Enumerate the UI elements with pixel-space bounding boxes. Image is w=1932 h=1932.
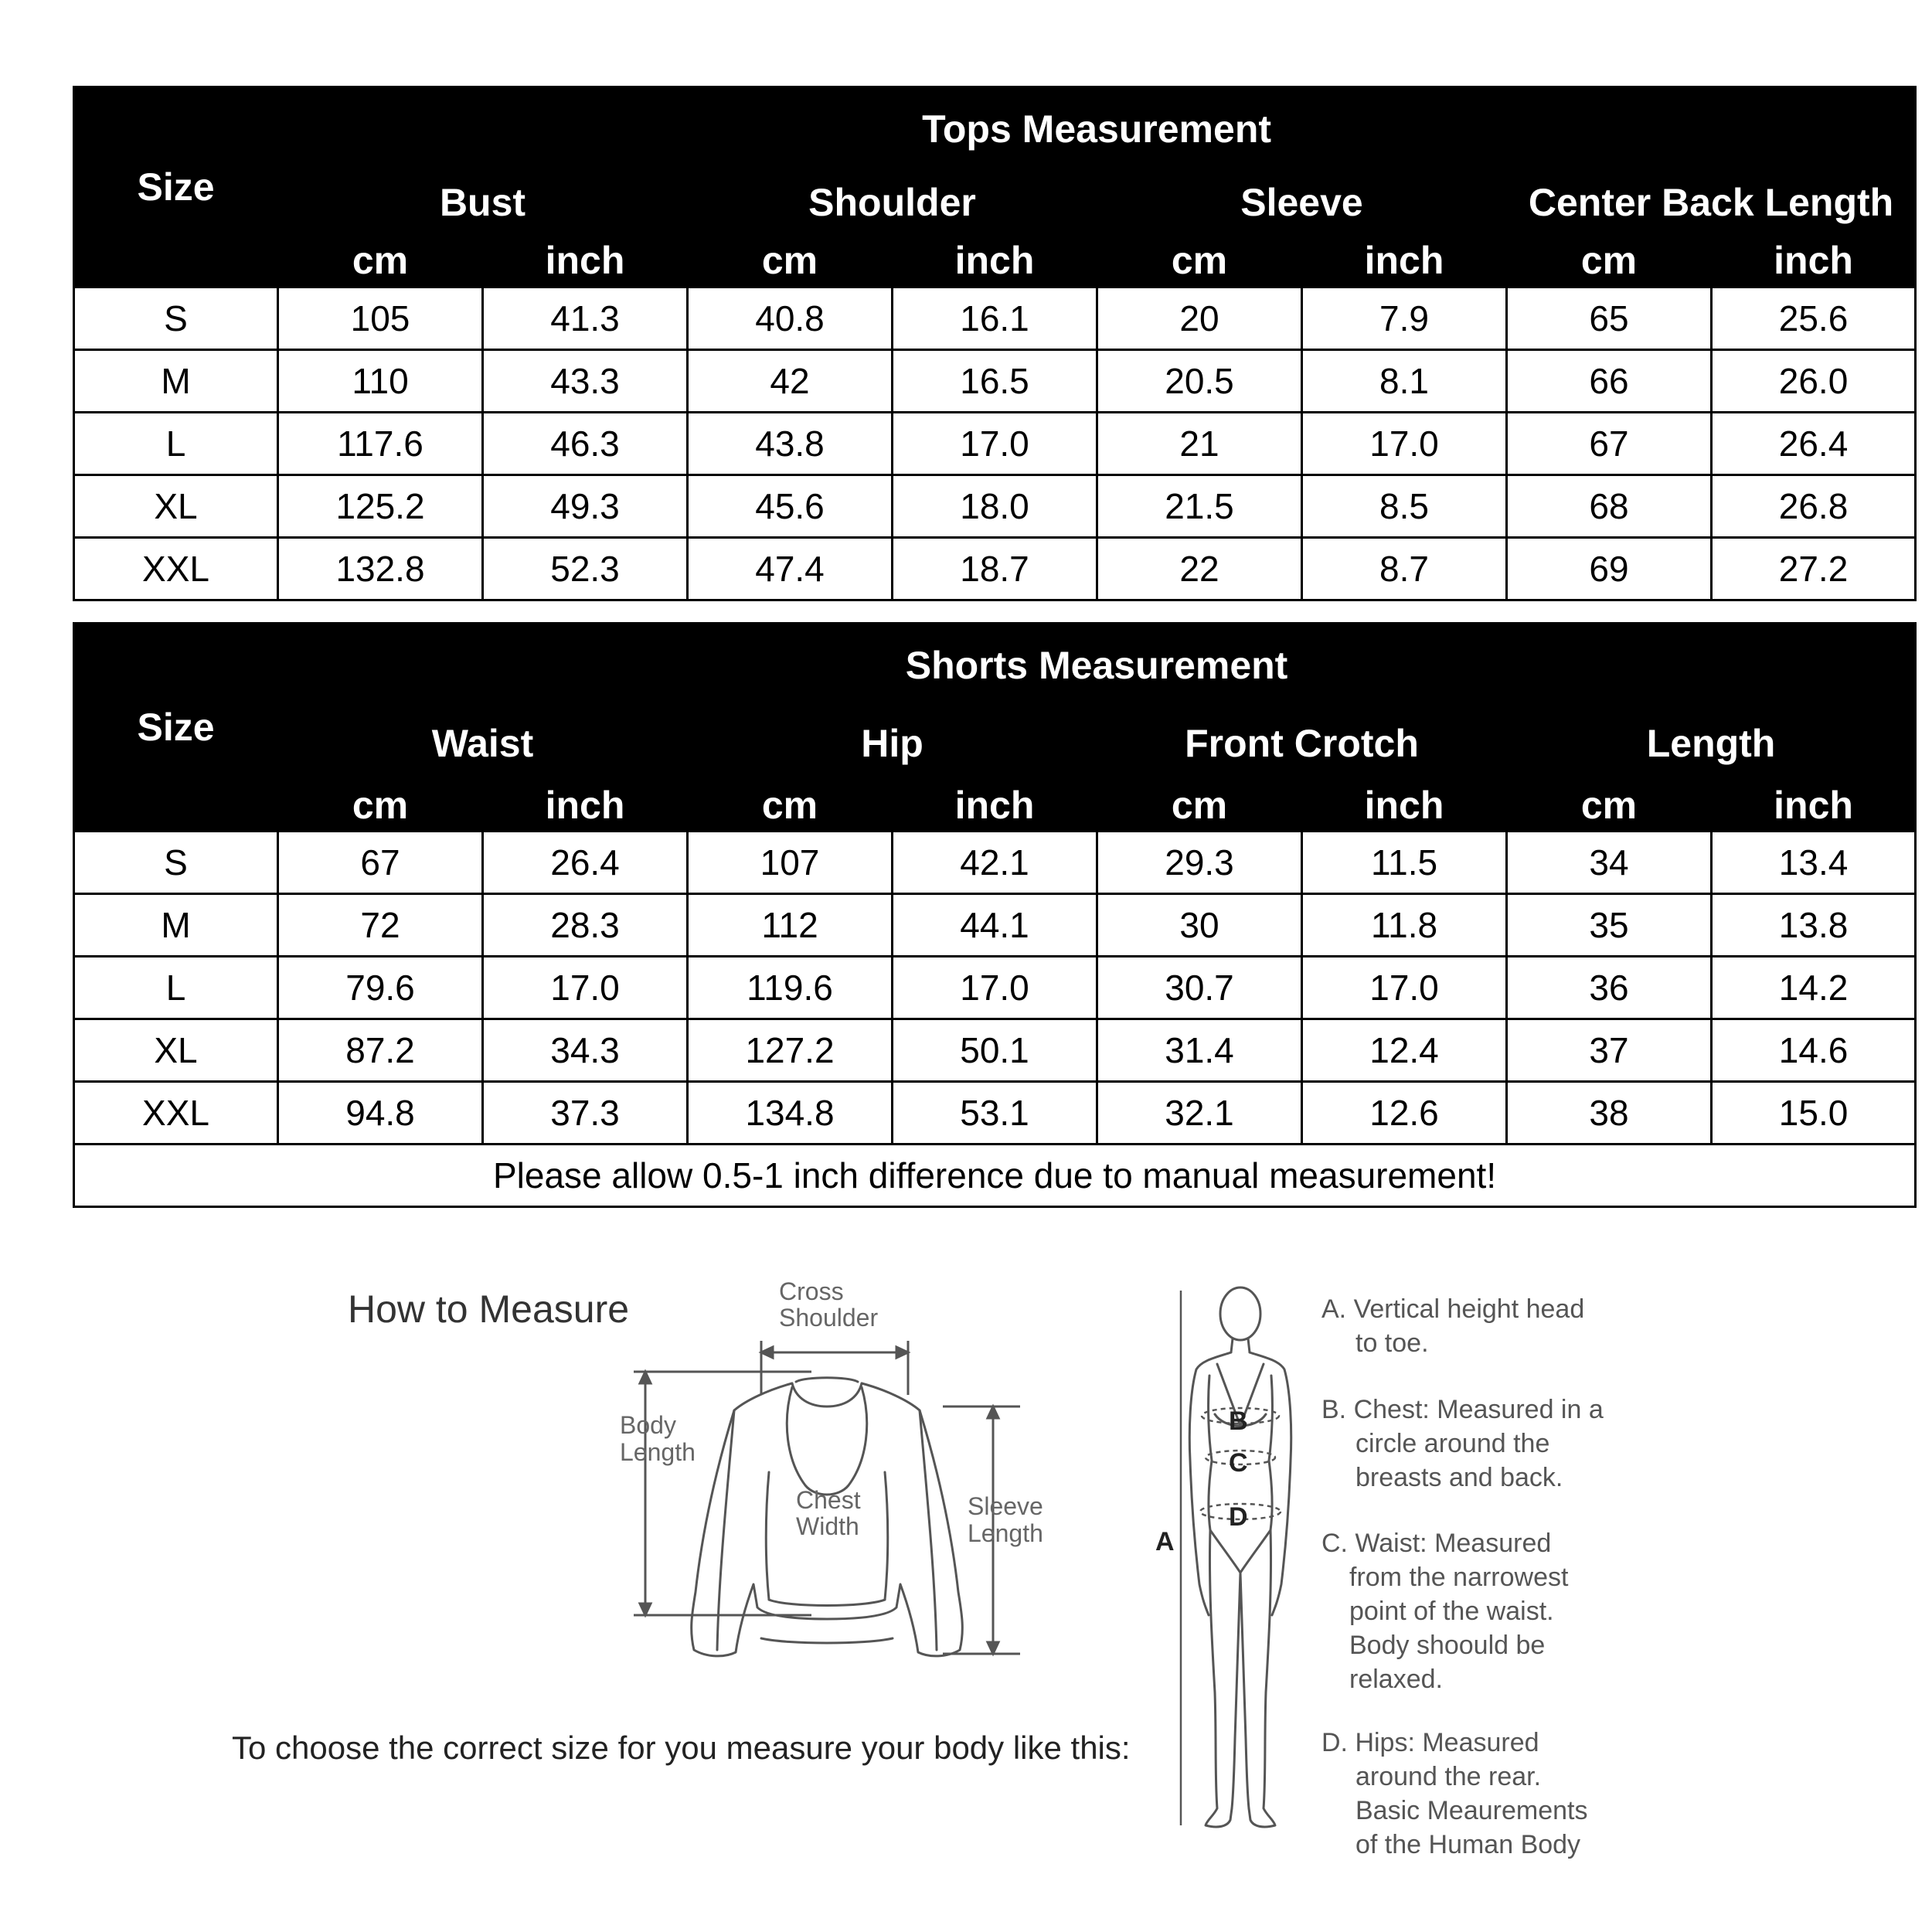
measurement-cell: 8.5	[1302, 475, 1507, 538]
measurement-cell: 125.2	[278, 475, 483, 538]
shorts-title: Shorts Measurement	[278, 624, 1916, 708]
description-line: around the rear.	[1355, 1762, 1542, 1791]
measurement-cell: 94.8	[278, 1082, 483, 1145]
measurement-cell: 105	[278, 287, 483, 350]
measurement-cell: 46.3	[483, 413, 688, 475]
measurement-cell: 42	[688, 350, 893, 413]
measurement-cell: 17.0	[893, 957, 1097, 1019]
measurement-cell: 65	[1507, 287, 1712, 350]
measurement-cell: 22	[1097, 538, 1302, 600]
tops-table-body	[74, 287, 1916, 600]
measurement-cell: 17.0	[893, 413, 1097, 475]
description-line: breasts and back.	[1355, 1463, 1563, 1492]
shorts-size-table	[73, 622, 1917, 1208]
tops-unit-inch: inch	[483, 234, 688, 287]
tops-unit-cm: cm	[1507, 234, 1712, 287]
tops-unit-cm: cm	[278, 234, 483, 287]
table-row	[74, 350, 1916, 413]
measurement-cell: 8.1	[1302, 350, 1507, 413]
measurement-cell: 110	[278, 350, 483, 413]
measurement-cell: 112	[688, 894, 893, 957]
description-c	[1321, 1526, 1568, 1696]
measurement-cell: 30	[1097, 894, 1302, 957]
description-line: C. Waist: Measured	[1321, 1529, 1552, 1558]
measurement-cell: 87.2	[278, 1019, 483, 1082]
measurement-cell: 72	[278, 894, 483, 957]
measurement-cell: 67	[278, 832, 483, 894]
measurement-cell: 69	[1507, 538, 1712, 600]
description-d	[1321, 1726, 1587, 1862]
size-cell: S	[74, 287, 278, 350]
measurement-cell: 13.4	[1712, 832, 1916, 894]
measurement-cell: 29.3	[1097, 832, 1302, 894]
shorts-group-length: Length	[1507, 708, 1916, 780]
measurement-cell: 67	[1507, 413, 1712, 475]
description-line: circle around the	[1355, 1429, 1550, 1458]
measurement-cell: 43.8	[688, 413, 893, 475]
size-cell: XL	[74, 475, 278, 538]
description-line: point of the waist.	[1349, 1597, 1554, 1626]
measurement-cell: 15.0	[1712, 1082, 1916, 1145]
sleeve-length-label-1: Sleeve	[968, 1492, 1043, 1520]
shorts-unit-cm: cm	[1507, 780, 1712, 832]
tops-group-center-back-length: Center Back Length	[1507, 172, 1916, 234]
body-length-label-1: Body	[620, 1411, 676, 1439]
sleeve-length-label-2: Length	[968, 1519, 1043, 1547]
how-to-measure-title: How to Measure	[348, 1287, 630, 1331]
measurement-cell: 52.3	[483, 538, 688, 600]
table-row	[74, 894, 1916, 957]
shorts-group-hip: Hip	[688, 708, 1097, 780]
measurement-cell: 117.6	[278, 413, 483, 475]
size-cell: S	[74, 832, 278, 894]
measurement-cell: 26.8	[1712, 475, 1916, 538]
measurement-cell: 47.4	[688, 538, 893, 600]
measurement-cell: 20	[1097, 287, 1302, 350]
measurement-cell: 21	[1097, 413, 1302, 475]
measurement-cell: 12.6	[1302, 1082, 1507, 1145]
table-row	[74, 538, 1916, 600]
body-letter-b: B	[1229, 1406, 1248, 1436]
tops-unit-inch: inch	[1712, 234, 1916, 287]
measurement-cell: 134.8	[688, 1082, 893, 1145]
measurement-cell: 16.1	[893, 287, 1097, 350]
choose-size-instruction: To choose the correct size for you measure your body like this:	[232, 1730, 1131, 1766]
measurement-cell: 37	[1507, 1019, 1712, 1082]
size-cell: XL	[74, 1019, 278, 1082]
measurement-cell: 26.0	[1712, 350, 1916, 413]
measurement-cell: 14.2	[1712, 957, 1916, 1019]
measurement-cell: 26.4	[483, 832, 688, 894]
description-line: Basic Meaurements	[1355, 1796, 1588, 1825]
measurement-cell: 132.8	[278, 538, 483, 600]
measurement-cell: 31.4	[1097, 1019, 1302, 1082]
measurement-cell: 21.5	[1097, 475, 1302, 538]
measurement-cell: 18.7	[893, 538, 1097, 600]
measurement-cell: 68	[1507, 475, 1712, 538]
measurement-cell: 44.1	[893, 894, 1097, 957]
measurement-cell: 11.5	[1302, 832, 1507, 894]
shorts-unit-cm: cm	[278, 780, 483, 832]
measurement-cell: 119.6	[688, 957, 893, 1019]
measurement-cell: 42.1	[893, 832, 1097, 894]
measurement-cell: 50.1	[893, 1019, 1097, 1082]
shorts-unit-inch: inch	[483, 780, 688, 832]
table-row	[74, 957, 1916, 1019]
tops-size-table	[73, 86, 1917, 601]
measurement-cell: 36	[1507, 957, 1712, 1019]
measurement-cell: 25.6	[1712, 287, 1916, 350]
body-length-label-2: Length	[620, 1438, 696, 1466]
shorts-unit-cm: cm	[688, 780, 893, 832]
tops-group-sleeve: Sleeve	[1097, 172, 1507, 234]
shorts-group-waist: Waist	[278, 708, 688, 780]
size-cell: XXL	[74, 1082, 278, 1145]
measurement-cell: 7.9	[1302, 287, 1507, 350]
measurement-cell: 13.8	[1712, 894, 1916, 957]
shorts-unit-inch: inch	[1712, 780, 1916, 832]
tops-unit-cm: cm	[688, 234, 893, 287]
shorts-unit-inch: inch	[893, 780, 1097, 832]
description-a	[1321, 1292, 1584, 1360]
description-line: to toe.	[1355, 1328, 1429, 1358]
measurement-cell: 38	[1507, 1082, 1712, 1145]
size-cell: M	[74, 894, 278, 957]
measurement-cell: 17.0	[1302, 413, 1507, 475]
table-row	[74, 832, 1916, 894]
tops-group-shoulder: Shoulder	[688, 172, 1097, 234]
measurement-cell: 30.7	[1097, 957, 1302, 1019]
measurement-cell: 37.3	[483, 1082, 688, 1145]
tops-unit-cm: cm	[1097, 234, 1302, 287]
cross-shoulder-label-2: Shoulder	[779, 1304, 879, 1332]
tops-group-bust: Bust	[278, 172, 688, 234]
measurement-cell: 127.2	[688, 1019, 893, 1082]
shorts-group-front-crotch: Front Crotch	[1097, 708, 1507, 780]
tops-size-header: Size	[74, 87, 278, 287]
shorts-table-body	[74, 832, 1916, 1145]
shorts-unit-inch: inch	[1302, 780, 1507, 832]
measurement-cell: 26.4	[1712, 413, 1916, 475]
size-cell: XXL	[74, 538, 278, 600]
table-row	[74, 287, 1916, 350]
body-measure-diagram	[1144, 1275, 1314, 1839]
measurement-cell: 11.8	[1302, 894, 1507, 957]
description-line: B. Chest: Measured in a	[1321, 1395, 1604, 1424]
chest-width-label-1: Chest	[796, 1486, 861, 1514]
size-cell: M	[74, 350, 278, 413]
tops-unit-inch: inch	[1302, 234, 1507, 287]
description-b	[1321, 1393, 1604, 1495]
measurement-cell: 43.3	[483, 350, 688, 413]
measurement-cell: 27.2	[1712, 538, 1916, 600]
measurement-cell: 107	[688, 832, 893, 894]
tops-title: Tops Measurement	[278, 87, 1916, 172]
measurement-cell: 34.3	[483, 1019, 688, 1082]
description-line: of the Human Body	[1355, 1830, 1581, 1859]
table-row	[74, 1019, 1916, 1082]
measurement-cell: 79.6	[278, 957, 483, 1019]
measurement-cell: 17.0	[483, 957, 688, 1019]
measurement-cell: 12.4	[1302, 1019, 1507, 1082]
description-line: A. Vertical height head	[1321, 1294, 1585, 1324]
measurement-cell: 34	[1507, 832, 1712, 894]
description-line: from the narrowest	[1349, 1563, 1569, 1592]
table-row	[74, 413, 1916, 475]
measurement-cell: 20.5	[1097, 350, 1302, 413]
description-line: relaxed.	[1349, 1665, 1443, 1694]
measurement-cell: 41.3	[483, 287, 688, 350]
measurement-cell: 40.8	[688, 287, 893, 350]
measurement-cell: 35	[1507, 894, 1712, 957]
measurement-cell: 45.6	[688, 475, 893, 538]
chest-width-label-2: Width	[796, 1512, 859, 1540]
shorts-unit-cm: cm	[1097, 780, 1302, 832]
measurement-cell: 16.5	[893, 350, 1097, 413]
size-cell: L	[74, 957, 278, 1019]
measurement-cell: 66	[1507, 350, 1712, 413]
size-cell: L	[74, 413, 278, 475]
description-line: D. Hips: Measured	[1321, 1728, 1539, 1757]
body-letter-a: A	[1155, 1527, 1175, 1556]
table-row	[74, 1082, 1916, 1145]
cross-shoulder-label-1: Cross	[779, 1277, 844, 1305]
measurement-note: Please allow 0.5-1 inch difference due to manual measurement!	[74, 1145, 1916, 1207]
measurement-cell: 28.3	[483, 894, 688, 957]
measurement-cell: 53.1	[893, 1082, 1097, 1145]
body-letter-c: C	[1229, 1448, 1248, 1478]
shorts-size-header: Size	[74, 624, 278, 832]
table-row	[74, 475, 1916, 538]
measurement-cell: 32.1	[1097, 1082, 1302, 1145]
shirt-measure-diagram	[603, 1267, 1082, 1685]
measurement-cell: 8.7	[1302, 538, 1507, 600]
body-letter-d: D	[1229, 1502, 1248, 1532]
measurement-cell: 18.0	[893, 475, 1097, 538]
tops-unit-inch: inch	[893, 234, 1097, 287]
measurement-cell: 49.3	[483, 475, 688, 538]
measurement-cell: 14.6	[1712, 1019, 1916, 1082]
description-line: Body shoould be	[1349, 1631, 1546, 1660]
measurement-cell: 17.0	[1302, 957, 1507, 1019]
